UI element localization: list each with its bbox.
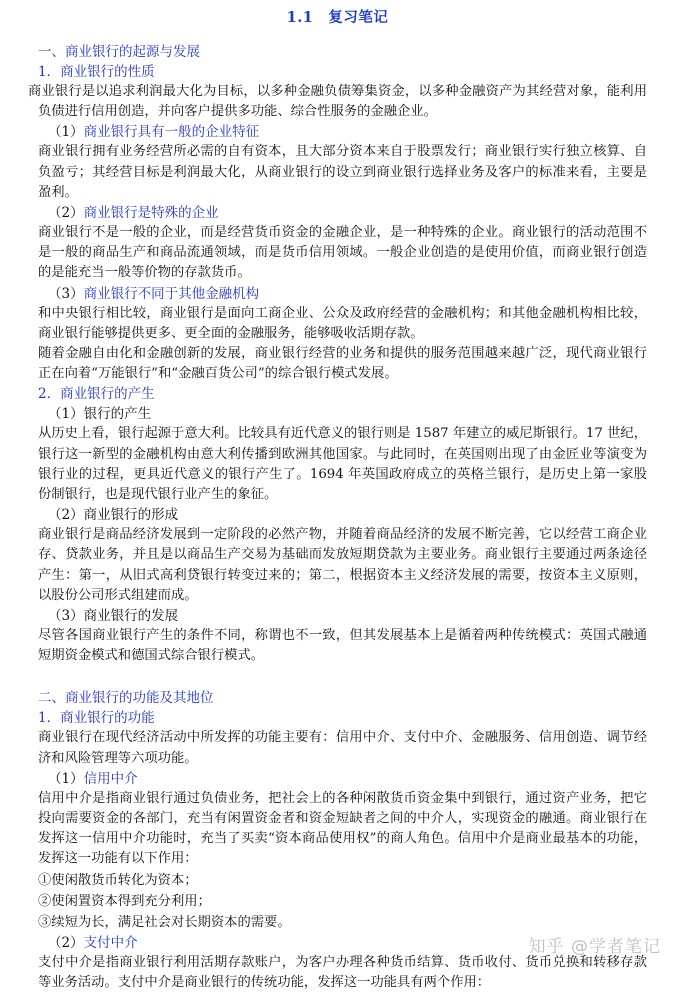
paragraph: 信用中介是指商业银行通过负债业务，把社会上的各种闲散货币资金集中到银行，通过资产业务，把它投向需要资金的各部门，充当有闲置资金者和资金短缺者之间的中介人，实现资金的融通。商业银行在发挥这一信用中介功能时，充当了买卖“资本商品使用权”的商人角色。信用中介是商业最基本的功能，发挥这一功能有以下作用： (38, 790, 647, 867)
paragraph: 随着金融自由化和金融创新的发展，商业银行经营的业务和提供的服务范围越来越广泛，现代商业银行正在向着“万能银行”和“金融百货公司”的综合银行模式发展。 (38, 346, 647, 382)
section-heading-1: 一、商业银行的起源与发展 (38, 44, 200, 60)
subsection-heading-1-1: 1．商业银行的性质 (38, 64, 155, 80)
subsection-heading-2-1: 1．商业银行的功能 (38, 710, 155, 727)
item-title: 信用中介 (83, 770, 138, 787)
item-title: 商业银行不同于其他金融机构 (83, 285, 260, 302)
paragraph: 商业银行在现代经济活动中所发挥的功能主要有：信用中介、支付中介、金融服务、信用创造、调节经济和风险管理等六项功能。 (38, 730, 647, 766)
paragraph: 商业银行拥有业务经营所必需的自有资本，且大部分资本来自于股票发行；商业银行实行独立核算、自负盈亏；其经营目标是利润最大化，从商业银行的设立到商业银行选择业务及客户的标准来看，主要是盈利。 (38, 144, 647, 200)
paragraph: 尽管各国商业银行产生的条件不同，称谓也不一致，但其发展基本上是循着两种传统模式：英国式融通短期资金模式和德国式综合银行模式。 (38, 628, 647, 664)
item-heading: （1）银行的产生 (48, 406, 152, 423)
watermark: 知乎 @学者笔记 (528, 937, 661, 957)
item-number: （2） (48, 205, 84, 222)
item-heading: （3）商业银行的发展 (48, 608, 179, 625)
subsection-heading-1-2: 2．商业银行的产生 (38, 386, 155, 403)
paragraph: 商业银行是以追求利润最大化为目标，以多种金融负债筹集资金，以多种金融资产为其经营对象，能利用负债进行信用创造，并向客户提供多功能、综合性服务的金融企业。 (28, 84, 647, 120)
paragraph: 支付中介是指商业银行利用活期存款账户，为客户办理各种货币结算、货币收付、货币兑换和转移存款等业务活动。支付中介是商业银行的传统功能，发挥这一功能具有两个作用： (38, 954, 647, 990)
item-title: 商业银行是特殊的企业 (83, 205, 219, 222)
document-body (0, 42, 675, 993)
paragraph: 商业银行不是一般的企业，而是经营货币资金的金融企业，是一种特殊的企业。商业银行的活动范围不是一般的商品生产和商品流通领域，而是货币信用领域。一般企业创造的是使用价值，而商业银行创造的是能充当一般等价物的存款货币。 (38, 225, 647, 281)
list-item: ②使闲置资本得到充分利用； (38, 893, 211, 909)
item-number: （2） (48, 934, 84, 951)
section-heading-2: 二、商业银行的功能及其地位 (38, 690, 214, 707)
list-item: ③续短为长，满足社会对长期资本的需要。 (38, 914, 291, 930)
section-gap (38, 666, 647, 688)
item-heading (38, 769, 647, 789)
item-number: （3） (48, 285, 84, 302)
paragraph: 商业银行是商品经济发展到一定阶段的必然产物，并随着商品经济的发展不断完善，它以经营工商企业存、贷款业务，并且是以商品生产交易为基础而发放短期贷款为主要业务。商业银行主要通过两条途径产生：第一，从旧式高利贷银行转变过来的；第二，根据资本主义经济发展的需要，按资本主义原则，以股份公司形式组建而成。 (38, 527, 647, 603)
item-heading (38, 122, 647, 142)
item-heading (38, 203, 647, 223)
list-item: ①使闲散货币转化为资本； (38, 872, 198, 888)
item-title: 支付中介 (83, 934, 138, 951)
item-number: （1） (48, 770, 84, 787)
paragraph: 和中央银行相比较，商业银行是面向工商企业、公众及政府经营的金融机构；和其他金融机构相比较，商业银行能够提供更多、更全面的金融服务，能够吸收活期存款。 (38, 305, 647, 341)
item-title: 商业银行具有一般的企业特征 (83, 124, 260, 141)
page-title: 1.1 复习笔记 (286, 9, 389, 26)
paragraph: 从历史上看，银行起源于意大利。比较具有近代意义的银行则是 1587 年建立的威尼斯银行。17 世纪，银行这一新型的金融机构由意大利传播到欧洲其他国家。与此同时，在英国则出现了由金匠业等演变为银行业的过程，更具近代意义的银行产生了。1694 年英国政府成立的英格兰银行，是历史上第一家股份制银行，也是现代银行业产生的象征。 (38, 426, 647, 503)
item-number: （1） (48, 124, 84, 141)
item-heading (38, 284, 647, 304)
item-heading: （2）商业银行的形成 (48, 507, 179, 524)
